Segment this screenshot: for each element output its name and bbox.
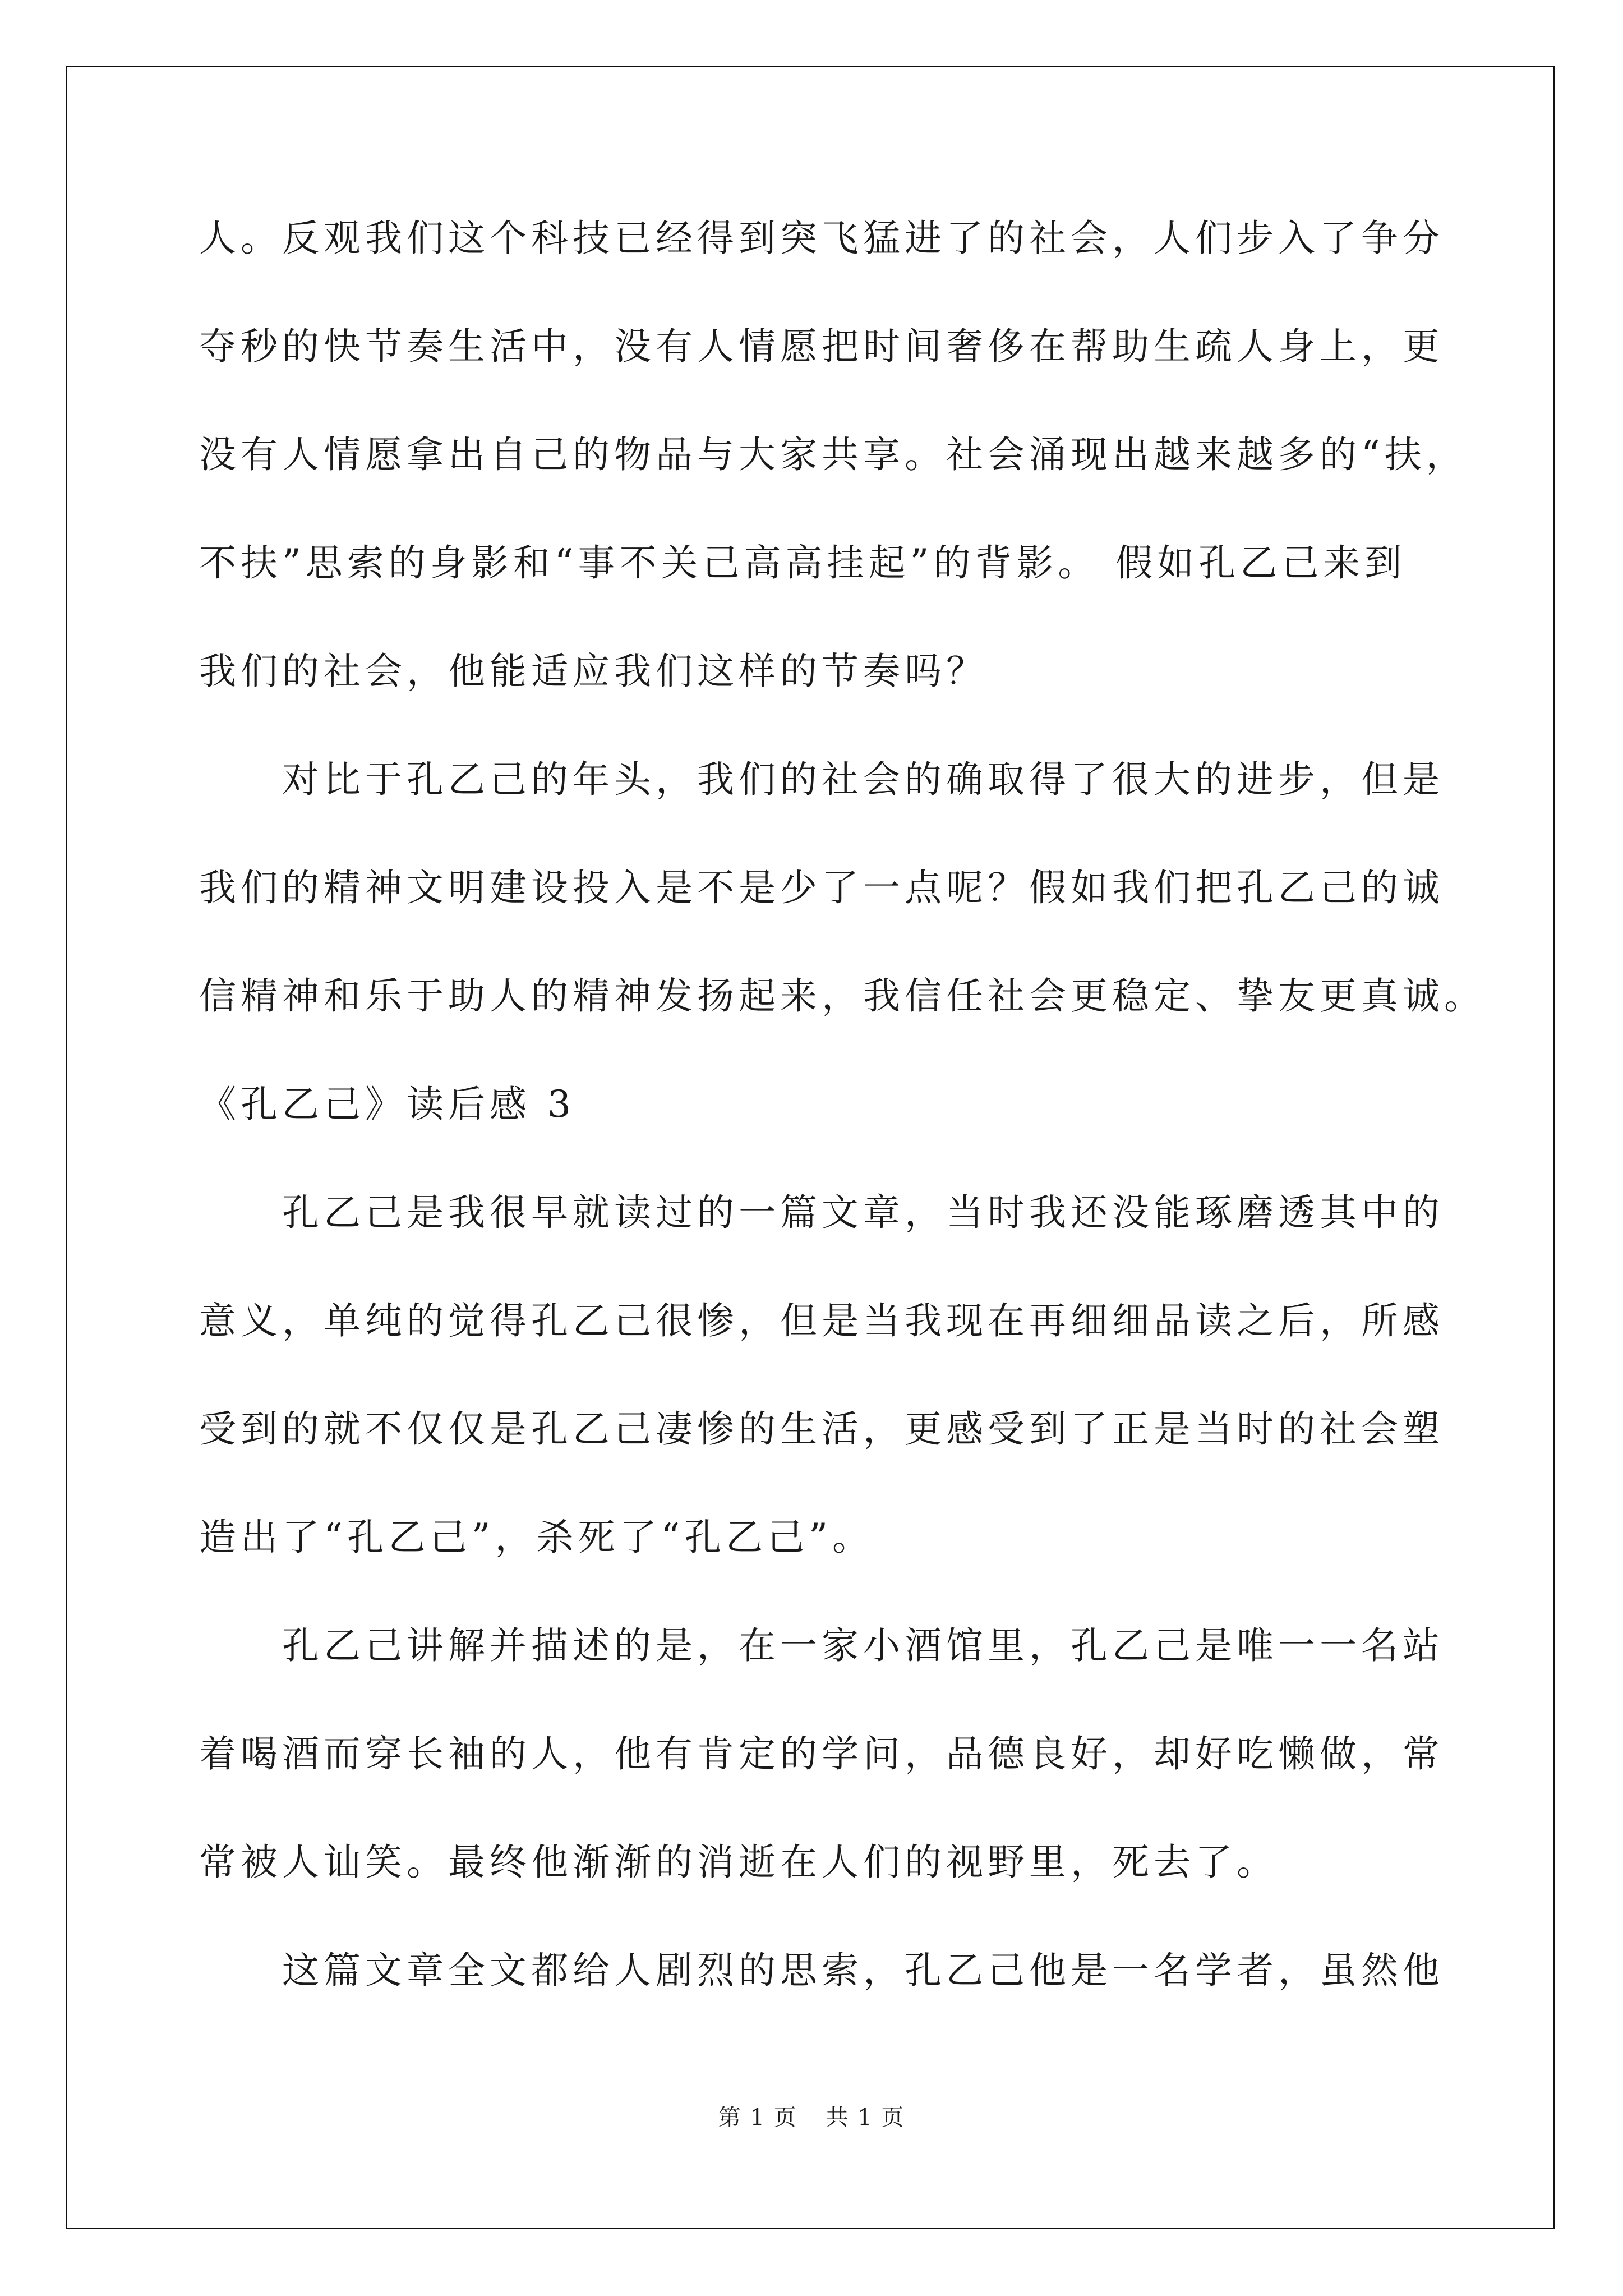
text-line: 我们的精神文明建设投入是不是少了一点呢？假如我们把孔乙己的诚: [199, 866, 1444, 909]
document-body: [199, 213, 1486, 2054]
text-line: 意义，单纯的觉得孔乙己很惨，但是当我现在再细细品读之后，所感: [199, 1299, 1444, 1342]
text-line: 造出了“孔乙己”，杀死了“孔乙己”。: [199, 1516, 874, 1559]
text-line: 这篇文章全文都给人剧烈的思索，孔乙己他是一名学者，虽然他: [199, 1949, 1444, 1992]
text-line: 常被人讪笑。最终他渐渐的消逝在人们的视野里，死去了。: [199, 1841, 1278, 1884]
text-line: 受到的就不仅仅是孔乙己凄惨的生活，更感受到了正是当时的社会塑: [199, 1407, 1444, 1451]
text-line: 信精神和乐于助人的精神发扬起来，我信任社会更稳定、挚友更真诚。: [199, 974, 1486, 1018]
text-line: 没有人情愿拿出自己的物品与大家共享。社会涌现出越来越多的“扶，: [199, 433, 1468, 476]
text-line: 夺秒的快节奏生活中，没有人情愿把时间奢侈在帮助生疏人身上，更: [199, 325, 1444, 368]
text-line: 着喝酒而穿长袖的人，他有肯定的学问，品德良好，却好吃懒做，常: [199, 1732, 1444, 1775]
text-line: 孔乙己是我很早就读过的一篇文章，当时我还没能琢磨透其中的: [199, 1191, 1444, 1234]
page-number-total: 共 1 页: [826, 2105, 905, 2131]
section-heading: 《孔乙己》读后感 3: [199, 1083, 575, 1126]
text-line: 我们的社会，他能适应我们这样的节奏吗？: [199, 650, 988, 693]
text-line: 人。反观我们这个科技已经得到突飞猛进了的社会，人们步入了争分: [199, 217, 1444, 260]
text-line: 不扶”思索的身影和“事不关己高高挂起”的背影。 假如孔乙己来到: [199, 541, 1407, 585]
page-footer: [0, 2104, 1623, 2132]
text-line: 对比于孔乙己的年头，我们的社会的确取得了很大的进步，但是: [199, 758, 1444, 801]
page-number-current: 第 1 页: [718, 2105, 797, 2131]
text-line: 孔乙己讲解并描述的是，在一家小酒馆里，孔乙己是唯一一名站: [199, 1624, 1444, 1667]
